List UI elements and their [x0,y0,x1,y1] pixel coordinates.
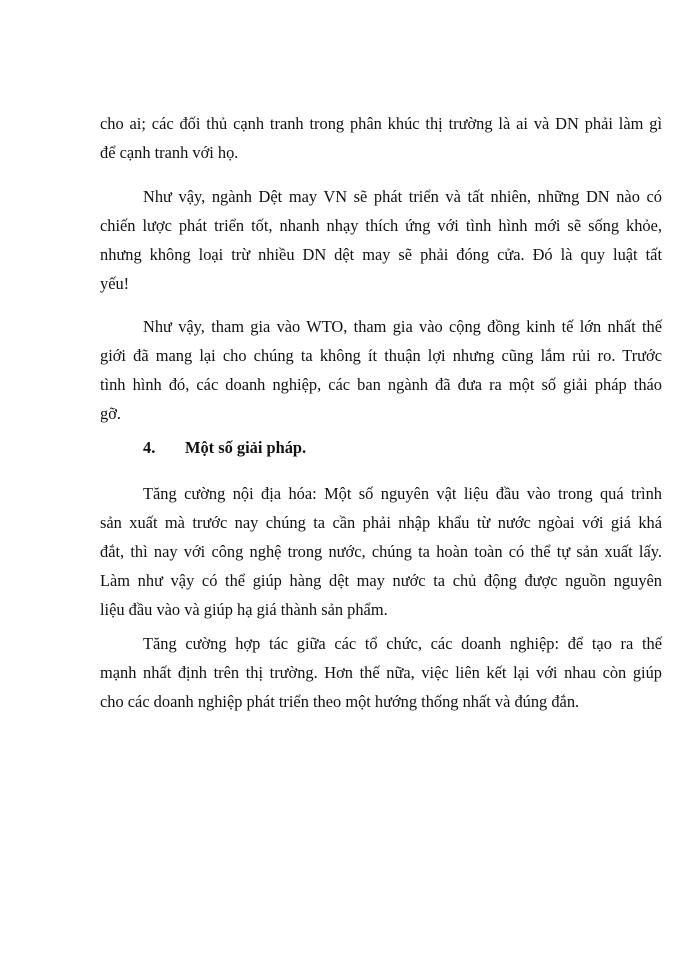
paragraph-5-line-1: Tăng cường hợp tác giữa các tổ chức, các doanh nghiệp: để tạo ra thế [143,634,662,653]
paragraph-2-line-3: nhưng không loại trừ nhiều DN dệt may sẽ phải đóng cửa. Đó là quy luật tất [100,245,662,264]
paragraph-3-line-3: tình hình đó, các doanh nghiệp, các ban ngành đã đưa ra một số giải pháp tháo [100,375,662,394]
paragraph-3-line-2: giới đã mang lại cho chúng ta không ít thuận lợi nhưng cũng lắm rủi ro. Trước [100,346,662,365]
paragraph-1-line-1: cho ai; các đối thủ cạnh tranh trong phân khúc thị trường là ai và DN phải làm gì [100,114,662,133]
paragraph-2-line-2: chiến lược phát triển tốt, nhanh nhạy thích ứng với tình hình mới sẽ sống khỏe, [100,216,662,235]
paragraph-4-line-2: sản xuất mà trước nay chúng ta cần phải nhập khẩu từ nước ngòai với giá khá [100,513,662,532]
section-number: 4. [143,438,156,457]
paragraph-4-line-4: Làm như vậy có thể giúp hàng dệt may nước ta chủ động được nguồn nguyên [100,571,662,590]
paragraph-5-line-2: mạnh nhất định trên thị trường. Hơn thế nữa, việc liên kết lại với nhau còn giúp [100,663,662,682]
section-title: Một số giải pháp. [185,438,307,457]
paragraph-2-line-1: Như vậy, ngành Dệt may VN sẽ phát triển và tất nhiên, những DN nào có [143,187,662,206]
paragraph-3-line-1: Như vậy, tham gia vào WTO, tham gia vào cộng đồng kinh tế lớn nhất thế [143,317,662,336]
paragraph-2-line-4: yếu! [100,274,130,293]
paragraph-4-line-1: Tăng cường nội địa hóa: Một số nguyên vật liệu đầu vào trong quá trình [143,484,662,503]
paragraph-4-line-5: liệu đầu vào và giúp hạ giá thành sản phẩm. [100,600,388,619]
paragraph-3-line-4: gỡ. [100,404,121,423]
paragraph-4-line-3: đắt, thì nay với công nghệ trong nước, chúng ta hoàn toàn có thể tự sản xuất lấy. [100,542,662,561]
paragraph-1-line-2: để cạnh tranh với họ. [100,143,239,162]
paragraph-5-line-3: cho các doanh nghiệp phát triển theo một hướng thống nhất và đúng đắn. [100,692,580,711]
